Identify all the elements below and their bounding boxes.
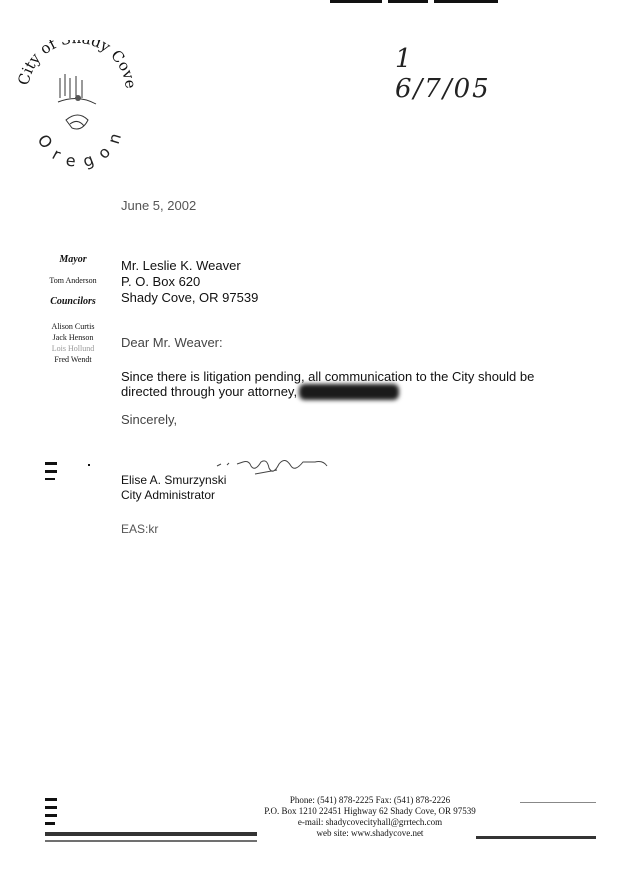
officials-sidebar <box>40 254 106 365</box>
recipient-name: Mr. Leslie K. Weaver <box>121 258 241 273</box>
handwritten-signature <box>215 456 335 484</box>
signer-title: City Administrator <box>121 488 216 502</box>
letterhead-footer <box>215 795 525 839</box>
seal-bottom-text: Oregon <box>33 121 128 172</box>
councilor-name: Fred Wendt <box>54 355 92 364</box>
scan-mark <box>45 822 55 825</box>
typist-initials: EAS:kr <box>121 522 159 536</box>
councilor-name: Alison Curtis <box>51 322 95 331</box>
scan-mark <box>45 814 57 817</box>
councilors-label: Councilors <box>50 296 96 307</box>
seal-top-text: ity of dy Cov <box>18 40 138 82</box>
top-scan-rule <box>434 0 498 3</box>
footer-address: P.O. Box 1210 22451 Highway 62 Shady Cove, OR 97539 <box>264 806 476 816</box>
mayor-label: Mayor <box>59 254 87 265</box>
scan-mark <box>45 840 257 842</box>
councilor-name: Jack Henson <box>52 333 94 342</box>
top-scan-rule <box>330 0 382 3</box>
scan-mark <box>520 802 596 803</box>
top-scan-rule <box>388 0 428 3</box>
city-seal-logo <box>18 40 138 180</box>
scan-mark <box>45 478 55 480</box>
closing: Sincerely, <box>121 412 178 427</box>
scan-mark <box>88 464 90 466</box>
letter-body-text: Since there is litigation pending, all communication to the City should be directed through your attorney, <box>121 369 535 399</box>
recipient-address-line1: P. O. Box 620 <box>121 274 201 289</box>
signature-block <box>121 473 226 503</box>
mayor-name: Tom Anderson <box>49 276 97 285</box>
salutation: Dear Mr. Weaver: <box>121 335 223 350</box>
svg-text:Oregon <box>34 121 128 171</box>
recipient-address-line2: Shady Cove, OR 97539 <box>121 290 259 305</box>
scan-mark <box>45 806 57 809</box>
redaction-mark <box>299 384 399 400</box>
signer-name: Elise A. Smurzynski <box>121 473 227 487</box>
scan-mark <box>45 470 57 473</box>
scan-mark <box>45 462 57 465</box>
svg-text:City of Shady Cove <box>18 40 138 90</box>
handwritten-date: 1 6/7/05 <box>395 44 491 104</box>
letter-date: June 5, 2002 <box>121 198 197 213</box>
footer-email: e-mail: shadycovecityhall@grrtech.com <box>297 817 443 827</box>
letter-body <box>121 369 561 400</box>
footer-website: web site: www.shadycove.net <box>316 828 424 838</box>
recipient-address <box>121 258 258 306</box>
scan-mark <box>45 798 57 801</box>
footer-phone-fax: Phone: (541) 878-2225 Fax: (541) 878-2226 <box>289 795 451 805</box>
councilor-name: Lois Hollund <box>51 344 95 353</box>
